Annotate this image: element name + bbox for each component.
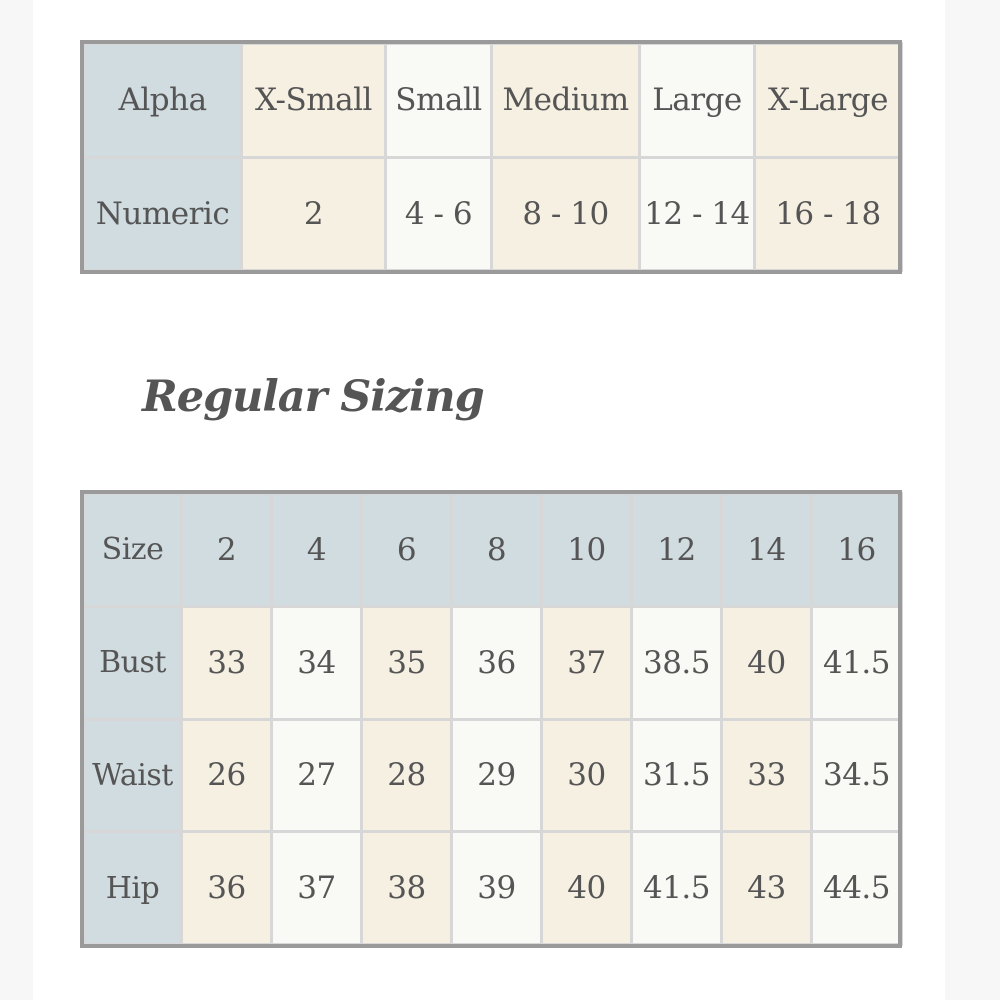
table-row <box>84 44 902 158</box>
table-row <box>84 832 902 945</box>
table-cell: 38.5 <box>632 606 722 719</box>
table-cell: 38 <box>362 832 452 945</box>
table-cell: X-Large <box>755 44 902 158</box>
table-cell: X-Small <box>242 44 386 158</box>
table-row <box>84 157 902 271</box>
table-row <box>84 719 902 832</box>
row-label-numeric: Numeric <box>84 157 242 271</box>
table-cell: 36 <box>452 606 542 719</box>
table-cell: 8 - 10 <box>492 157 640 271</box>
column-header: 14 <box>722 494 812 607</box>
table-cell: 35 <box>362 606 452 719</box>
table-cell: 34 <box>272 606 362 719</box>
table-cell: 26 <box>182 719 272 832</box>
table-cell: Large <box>640 44 755 158</box>
table-cell: 16 - 18 <box>755 157 902 271</box>
column-header: 8 <box>452 494 542 607</box>
size-conversion-table <box>82 42 903 272</box>
table-cell: 29 <box>452 719 542 832</box>
column-header: 2 <box>182 494 272 607</box>
table-cell: 44.5 <box>812 832 902 945</box>
column-header: 10 <box>542 494 632 607</box>
table-cell: 41.5 <box>632 832 722 945</box>
column-header: 12 <box>632 494 722 607</box>
table-cell: 40 <box>722 606 812 719</box>
table-cell: 43 <box>722 832 812 945</box>
table-cell: 31.5 <box>632 719 722 832</box>
regular-sizing-table <box>82 492 903 946</box>
table-cell: 27 <box>272 719 362 832</box>
table-cell: 41.5 <box>812 606 902 719</box>
row-label-hip: Hip <box>84 832 182 945</box>
row-label-alpha: Alpha <box>84 44 242 158</box>
table-cell: Small <box>386 44 492 158</box>
table-cell: 33 <box>722 719 812 832</box>
column-header: 16 <box>812 494 902 607</box>
table-cell: 28 <box>362 719 452 832</box>
table-cell: 2 <box>242 157 386 271</box>
table-cell: 4 - 6 <box>386 157 492 271</box>
table-cell: 39 <box>452 832 542 945</box>
table-cell: 40 <box>542 832 632 945</box>
section-title: Regular Sizing <box>142 372 484 422</box>
table-cell: 37 <box>542 606 632 719</box>
table-cell: 33 <box>182 606 272 719</box>
column-header: 4 <box>272 494 362 607</box>
table-cell: Medium <box>492 44 640 158</box>
table-cell: 30 <box>542 719 632 832</box>
table-cell: 12 - 14 <box>640 157 755 271</box>
table-cell: 34.5 <box>812 719 902 832</box>
column-header: 6 <box>362 494 452 607</box>
table-cell: 37 <box>272 832 362 945</box>
row-label-waist: Waist <box>84 719 182 832</box>
table-header-row <box>84 494 902 607</box>
row-label-size: Size <box>84 494 182 607</box>
table-row <box>84 606 902 719</box>
table-cell: 36 <box>182 832 272 945</box>
row-label-bust: Bust <box>84 606 182 719</box>
